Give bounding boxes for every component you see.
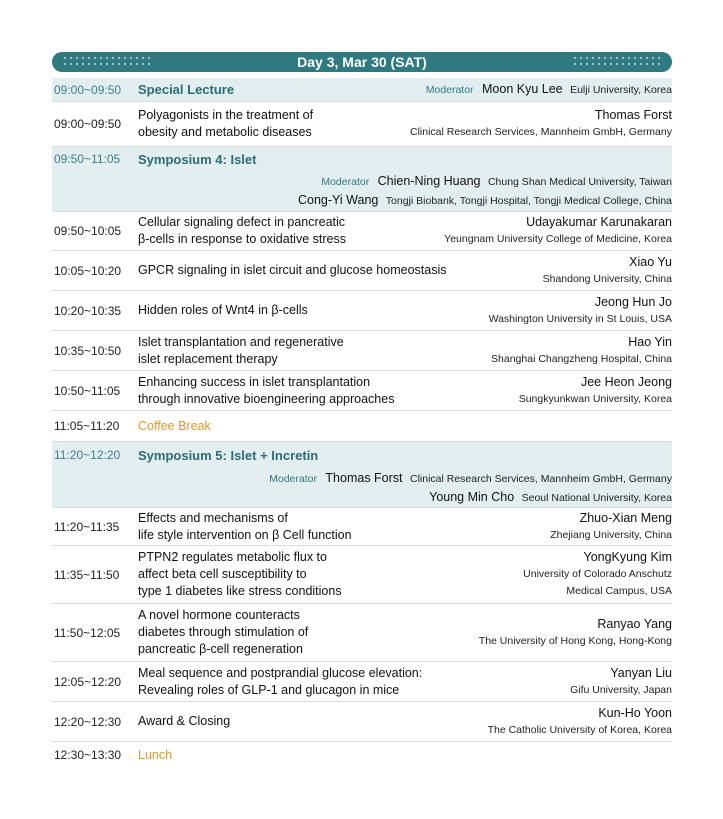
talk-row xyxy=(52,212,672,251)
talk-title: Hidden roles of Wnt4 in β-cells xyxy=(138,303,308,317)
day-title: Day 3, Mar 30 (SAT) xyxy=(297,54,427,70)
moderator-affiliation: Eulji University, Korea xyxy=(570,84,672,96)
speaker-affiliation: Washington University in St Louis, USA xyxy=(488,312,672,325)
talk-time: 10:35~10:50 xyxy=(54,343,122,358)
moderator-name: Young Min Cho xyxy=(429,489,515,504)
speaker-affiliation: Zhejiang University, China xyxy=(550,528,672,541)
speaker-affiliation: The University of Hong Kong, Hong-Kong xyxy=(478,634,672,647)
speaker-name: Ranyao Yang xyxy=(597,616,672,631)
decor-dots-right xyxy=(572,55,662,69)
talk-row xyxy=(52,546,672,604)
lunch-row xyxy=(52,742,672,768)
break-label: Coffee Break xyxy=(138,418,211,433)
talk-row xyxy=(52,371,672,411)
talk-time: 10:05~10:20 xyxy=(54,263,122,278)
talk-time: 11:20~11:35 xyxy=(54,519,120,534)
moderator-affiliation: Tongji Biobank, Tongji Hospital, Tongji Medical College, China xyxy=(385,195,672,207)
talk-time: 10:50~11:05 xyxy=(54,383,121,398)
talk-time: 09:00~09:50 xyxy=(54,117,122,131)
speaker-affiliation: Shanghai Changzheng Hospital, China xyxy=(491,352,672,365)
moderators-symposium-4 xyxy=(52,171,672,212)
moderator-affiliation: Seoul National University, Korea xyxy=(521,491,672,504)
talk-title: Enhancing success in islet transplantation through innovative bioengineering approaches xyxy=(138,374,395,406)
talk-row xyxy=(52,331,672,371)
talk-title: GPCR signaling in islet circuit and glucose homeostasis xyxy=(138,263,447,277)
speaker-name: Kun-Ho Yoon xyxy=(598,705,672,720)
speaker-affiliation-line2: Medical Campus, USA xyxy=(566,585,672,597)
talk-title: Polyagonists in the treatment of obesity and metabolic diseases xyxy=(138,108,314,139)
session-header-symposium-4 xyxy=(52,147,672,171)
speaker-name: YongKyung Kim xyxy=(583,550,672,564)
talk-time: 12:05~12:20 xyxy=(54,674,122,689)
talk-title: Cellular signaling defect in pancreatic β-cells in response to oxidative stress xyxy=(138,215,346,246)
moderator-affiliation: Chung Shan Medical University, Taiwan xyxy=(487,176,672,188)
session-time: 09:50~11:05 xyxy=(54,152,121,166)
talk-row xyxy=(52,604,672,662)
talk-row xyxy=(52,102,672,147)
session-title: Symposium 4: Islet xyxy=(138,151,257,167)
talk-row xyxy=(52,251,672,291)
break-time: 11:05~11:20 xyxy=(54,419,120,433)
speaker-affiliation: Clinical Research Services, Mannheim GmbH, Germany xyxy=(409,126,672,138)
moderator-label: Moderator xyxy=(321,176,370,188)
talk-row xyxy=(52,702,672,742)
speaker-affiliation: University of Colorado Anschutz xyxy=(523,568,672,580)
moderator-name: Cong-Yi Wang xyxy=(297,193,379,207)
break-label: Lunch xyxy=(138,747,173,762)
speaker-affiliation: The Catholic University of Korea, Korea xyxy=(487,723,672,736)
speaker-affiliation: Shandong University, China xyxy=(542,272,672,285)
moderators-symposium-5 xyxy=(52,468,672,508)
session-title: Symposium 5: Islet + Incretin xyxy=(138,447,319,463)
coffee-break-row xyxy=(52,411,672,442)
talk-time: 10:20~10:35 xyxy=(54,303,122,318)
talk-title: A novel hormone counteracts diabetes through stimulation of pancreatic β-cell regeneration xyxy=(138,608,309,656)
moderator-name: Thomas Forst xyxy=(325,470,403,485)
speaker-affiliation: Gifu University, Japan xyxy=(570,683,672,696)
speaker-name: Hao Yin xyxy=(628,334,672,349)
speaker-name: Xiao Yu xyxy=(629,254,672,269)
moderator-name: Chien-Ning Huang xyxy=(377,174,481,188)
talk-title: Award & Closing xyxy=(138,714,231,728)
talk-time: 12:20~12:30 xyxy=(54,714,122,729)
talk-row xyxy=(52,662,672,702)
talk-title: Meal sequence and postprandial glucose elevation: Revealing roles of GLP-1 and glucagon in mice xyxy=(138,665,423,697)
session-header-symposium-5 xyxy=(52,442,672,468)
speaker-name: Jeong Hun Jo xyxy=(594,294,672,309)
speaker-name: Thomas Forst xyxy=(594,108,672,122)
session-header-special xyxy=(52,78,672,102)
speaker-name: Yanyan Liu xyxy=(610,665,672,680)
speaker-name: Jee Heon Jeong xyxy=(580,374,672,389)
session-time: 11:20~12:20 xyxy=(54,448,121,462)
day-banner xyxy=(52,52,672,72)
speaker-affiliation: Yeungnam University College of Medicine, Korea xyxy=(444,233,672,245)
speaker-affiliation: Sungkyunkwan University, Korea xyxy=(518,392,672,405)
talk-time: 11:50~12:05 xyxy=(54,625,121,640)
moderator-label: Moderator xyxy=(425,84,474,96)
speaker-name: Udayakumar Karunakaran xyxy=(526,215,672,229)
decor-dots-left xyxy=(62,55,152,69)
moderator-label: Moderator xyxy=(269,472,317,485)
speaker-name: Zhuo-Xian Meng xyxy=(579,510,672,525)
talk-title: PTPN2 regulates metabolic flux to affect beta cell susceptibility to type 1 diabetes like stress conditions xyxy=(138,550,342,598)
talk-row xyxy=(52,508,672,546)
talk-time: 11:35~11:50 xyxy=(54,567,120,582)
talk-title: Effects and mechanisms of life style intervention on β Cell function xyxy=(138,510,352,542)
session-title: Special Lecture xyxy=(138,82,235,97)
talk-title: Islet transplantation and regenerative islet replacement therapy xyxy=(138,334,344,366)
talk-time: 09:50~10:05 xyxy=(54,224,122,238)
break-time: 12:30~13:30 xyxy=(54,748,122,762)
moderator-affiliation: Clinical Research Services, Mannheim GmbH, Germany xyxy=(409,472,672,485)
talk-row xyxy=(52,291,672,331)
session-time: 09:00~09:50 xyxy=(54,82,122,97)
program-schedule xyxy=(52,52,672,768)
moderator-name: Moon Kyu Lee xyxy=(482,82,563,96)
